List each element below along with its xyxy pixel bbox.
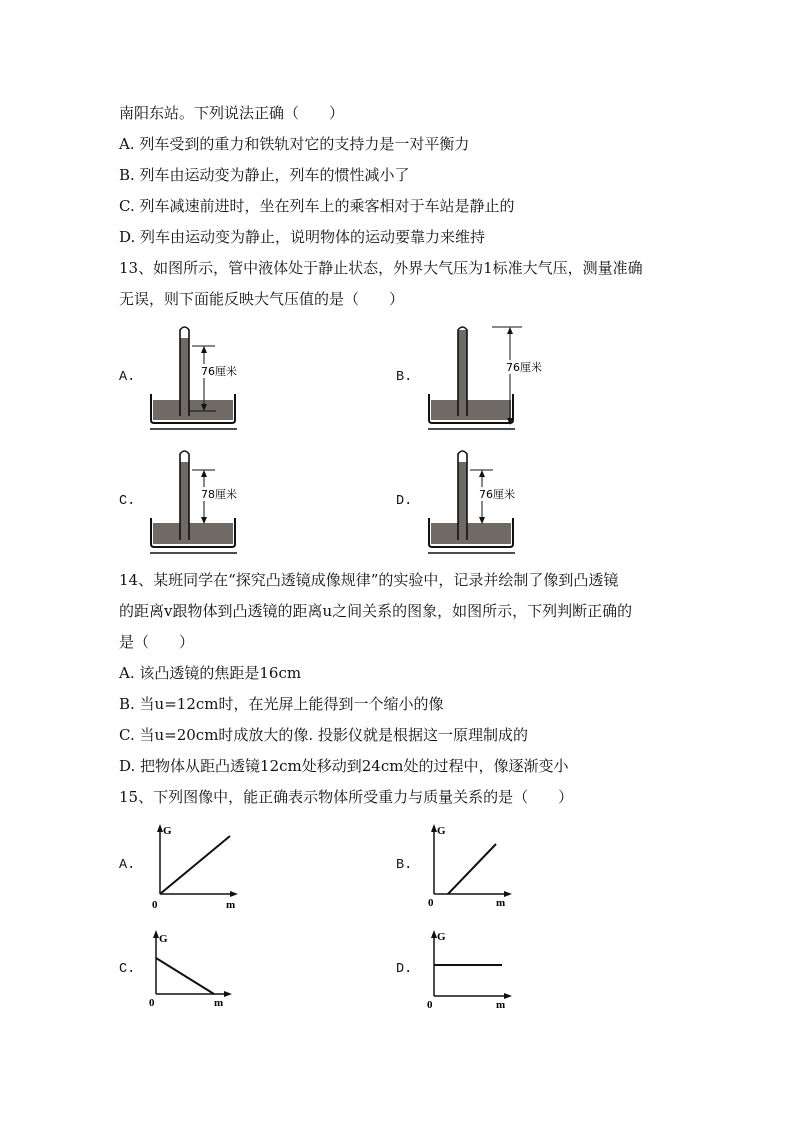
q12-option-a: A. 列车受到的重力和铁轨对它的支持力是一对平衡力 (119, 135, 470, 153)
question-13-stem-line2: 无误，则下面能反映大气压值的是（ ） (119, 290, 405, 308)
q13-d-height-label: 76厘米 (479, 488, 515, 501)
question-14-stem-line3: 是（ ） (119, 633, 195, 651)
q15-a-y-label: G (163, 825, 172, 837)
q13-d-basin (428, 518, 515, 553)
q13-option-a-label: A. (119, 370, 136, 385)
q13-b-tube (458, 327, 467, 416)
q15-d-origin: 0 (427, 999, 433, 1011)
q15-c-x-label: m (214, 997, 224, 1009)
q15-d-x-label: m (496, 999, 506, 1011)
q13-a-tube (180, 327, 189, 416)
q13-barometer-b (418, 320, 558, 432)
q13-barometer-a (140, 320, 250, 432)
q13-c-measure (192, 470, 239, 524)
q13-option-d-label: D. (396, 494, 413, 509)
question-14-stem-line1: 14、某班同学在“探究凸透镜成像规律”的实验中，记录并绘制了像到凸透镜 (119, 571, 619, 589)
q15-b-y-label: G (437, 825, 446, 837)
q15-a-plot-line (160, 836, 230, 894)
q15-d-y-label: G (437, 931, 446, 943)
q15-graph-c (146, 928, 246, 1018)
question-13-stem-line1: 13、如图所示，管中液体处于静止状态，外界大气压为1标准大气压，测量准确 (119, 259, 643, 277)
question-12-stem-end: 南阳东站。下列说法正确（ ） (119, 104, 345, 122)
q15-c-origin: 0 (149, 997, 155, 1009)
q13-c-height-label: 78厘米 (201, 488, 237, 501)
q13-b-height-label: 76厘米 (506, 361, 542, 374)
q13-barometer-c (140, 444, 250, 556)
q13-c-basin (150, 518, 237, 553)
q15-c-plot-line (156, 958, 214, 994)
q14-option-a: A. 该凸透镜的焦距是16cm (119, 664, 302, 682)
q15-c-y-label: G (159, 933, 168, 945)
q13-option-c-label: C. (119, 494, 136, 509)
q15-option-c-label: C. (119, 962, 136, 977)
q15-a-x-label: m (226, 899, 236, 911)
q12-option-c: C. 列车减速前进时，坐在列车上的乘客相对于车站是静止的 (119, 197, 515, 215)
q15-option-d-label: D. (396, 962, 413, 977)
q15-option-a-label: A. (119, 858, 136, 873)
q15-c-x-arrow (224, 991, 232, 997)
q15-a-x-arrow (230, 891, 238, 897)
q15-b-plot-line (448, 844, 496, 894)
q12-option-b: B. 列车由运动变为静止，列车的惯性减小了 (119, 166, 410, 184)
question-14-stem-line2: 的距离v跟物体到凸透镜的距离u之间关系的图象，如图所示，下列判断正确的 (119, 602, 633, 620)
q14-option-c: C. 当u=20cm时成放大的像. 投影仪就是根据这一原理制成的 (119, 726, 528, 744)
q15-a-origin: 0 (152, 899, 158, 911)
q15-b-x-label: m (496, 897, 506, 909)
q13-c-tube (180, 451, 189, 540)
q15-graph-b (424, 822, 524, 912)
q12-option-d: D. 列车由运动变为静止，说明物体的运动要靠力来维持 (119, 228, 486, 246)
q13-d-tube (458, 451, 467, 540)
q13-option-b-label: B. (396, 370, 413, 385)
q15-b-x-arrow (504, 891, 512, 897)
q15-option-b-label: B. (396, 858, 413, 873)
q14-option-b: B. 当u=12cm时，在光屏上能得到一个缩小的像 (119, 695, 444, 713)
question-15-stem: 15、下列图像中，能正确表示物体所受重力与质量关系的是（ ） (119, 788, 574, 806)
q15-b-origin: 0 (428, 897, 434, 909)
q13-d-measure (470, 470, 517, 524)
q13-barometer-d (418, 444, 528, 556)
q14-option-d: D. 把物体从距凸透镜12cm处移动到24cm处的过程中，像逐渐变小 (119, 757, 569, 775)
q15-graph-a (150, 822, 250, 912)
q15-graph-d (424, 928, 524, 1018)
q13-b-basin (428, 394, 515, 429)
q13-a-height-label: 76厘米 (201, 365, 237, 378)
q15-d-x-arrow (504, 993, 512, 999)
